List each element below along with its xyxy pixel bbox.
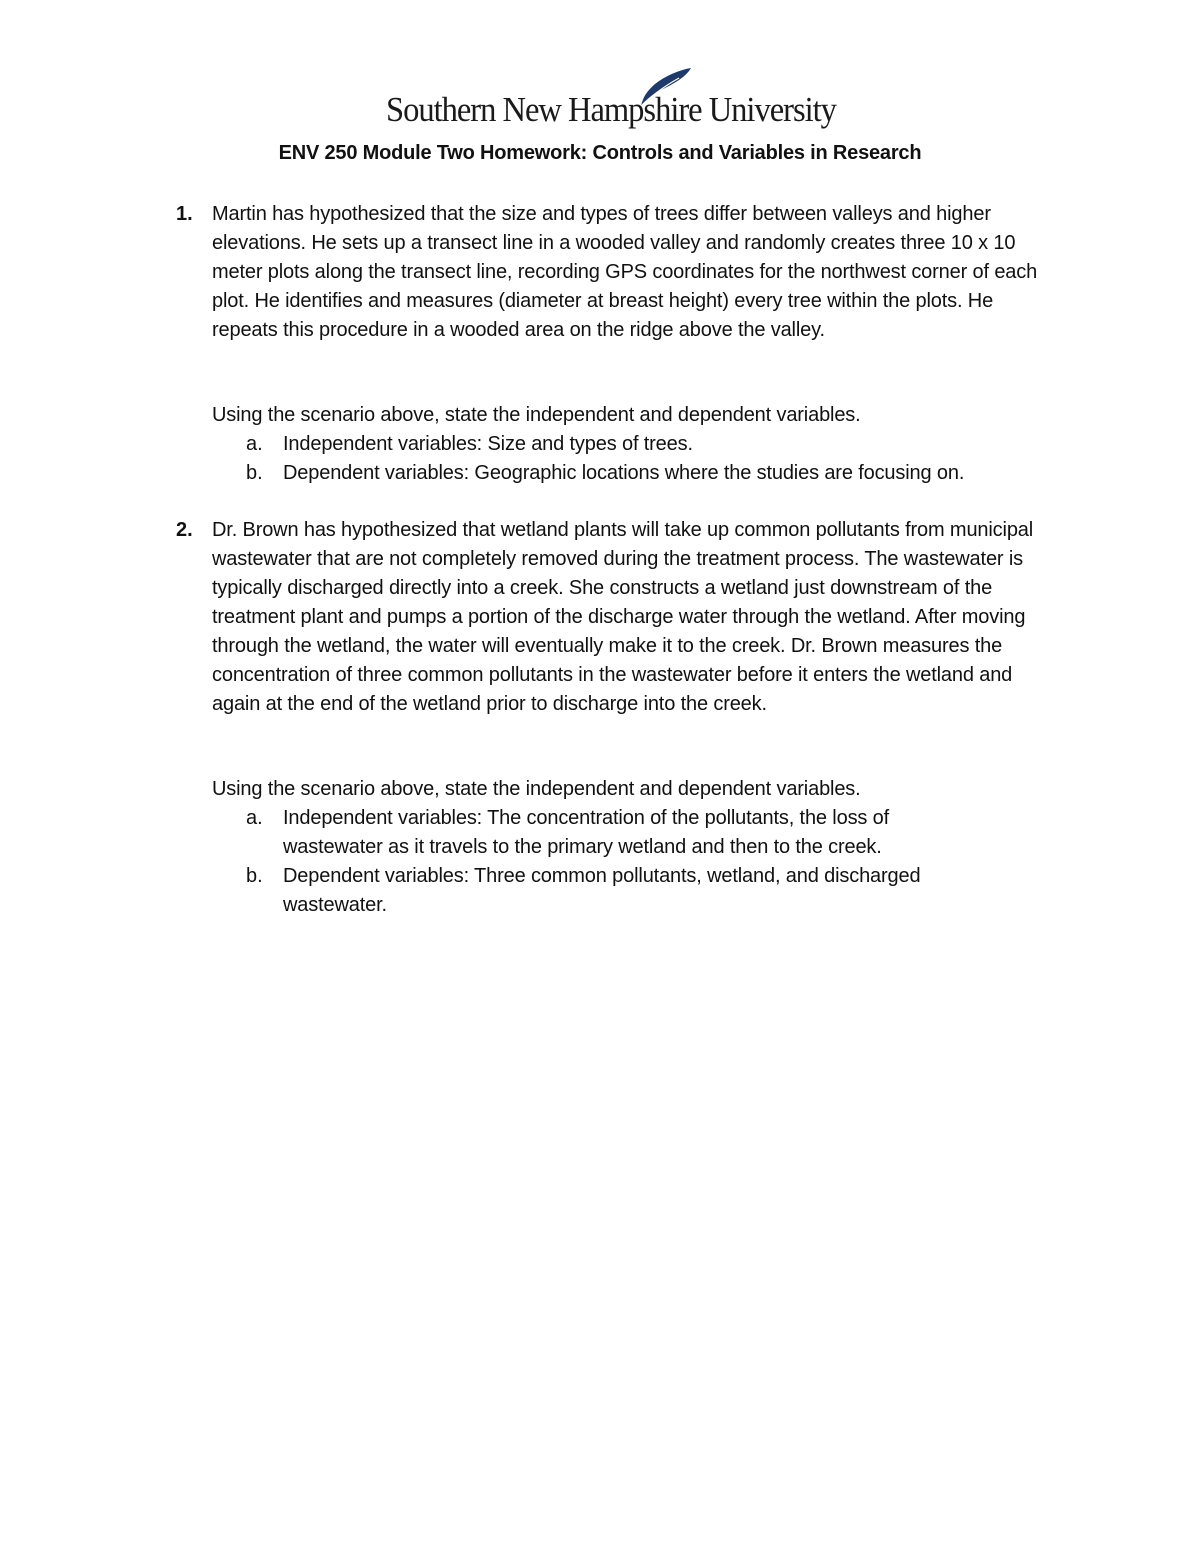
university-logo [386, 66, 836, 136]
question-2-prompt: Using the scenario above, state the independent and dependent variables. [212, 778, 861, 800]
question-2-answer-a: Independent variables: The concentration of the pollutants, the loss of wastewater as it travels to the primary wetland and then to the creek. [283, 807, 890, 858]
question-1-answer-a-letter: a. [246, 433, 263, 455]
question-1-answer-a: Independent variables: Size and types of trees. [283, 433, 693, 455]
question-2-answer-a-letter: a. [246, 807, 263, 829]
question-2-answer-b-letter: b. [246, 865, 263, 887]
question-1-answer-b-letter: b. [246, 462, 263, 484]
university-name: Southern New Hampshire University [386, 90, 836, 129]
question-1-number: 1. [176, 203, 193, 225]
question-2-text: Dr. Brown has hypothesized that wetland plants will take up common pollutants from municipal wastewater that are not completely removed during the treatment process. The wastewater is typically discharged directly into a creek. She constructs a wetland just downstream of the treatment plant and pumps a portion of the discharge water through the wetland. After moving through the wetland, the water will eventually make it to the creek. Dr. Brown measures the concentration of three common pollutants in the wastewater before it enters the wetland and again at the end of the wetland prior to discharge into the creek. [212, 519, 1034, 715]
question-1-prompt: Using the scenario above, state the independent and dependent variables. [212, 404, 861, 426]
question-1-text: Martin has hypothesized that the size and types of trees differ between valleys and higher elevations. He sets up a transect line in a wooded valley and randomly creates three 10 x 10 meter plots along the transect line, recording GPS coordinates for the northwest corner of each plot. He identifies and measures (diameter at breast height) every tree within the plots. He repeats this procedure in a wooded area on the ridge above the valley. [212, 203, 1038, 341]
question-2-answer-b: Dependent variables: Three common pollutants, wetland, and discharged wastewater. [283, 865, 921, 916]
question-2-number: 2. [176, 519, 193, 541]
document-title: ENV 250 Module Two Homework: Controls and Variables in Research [278, 142, 922, 164]
question-1-answer-b: Dependent variables: Geographic locations where the studies are focusing on. [283, 462, 965, 484]
